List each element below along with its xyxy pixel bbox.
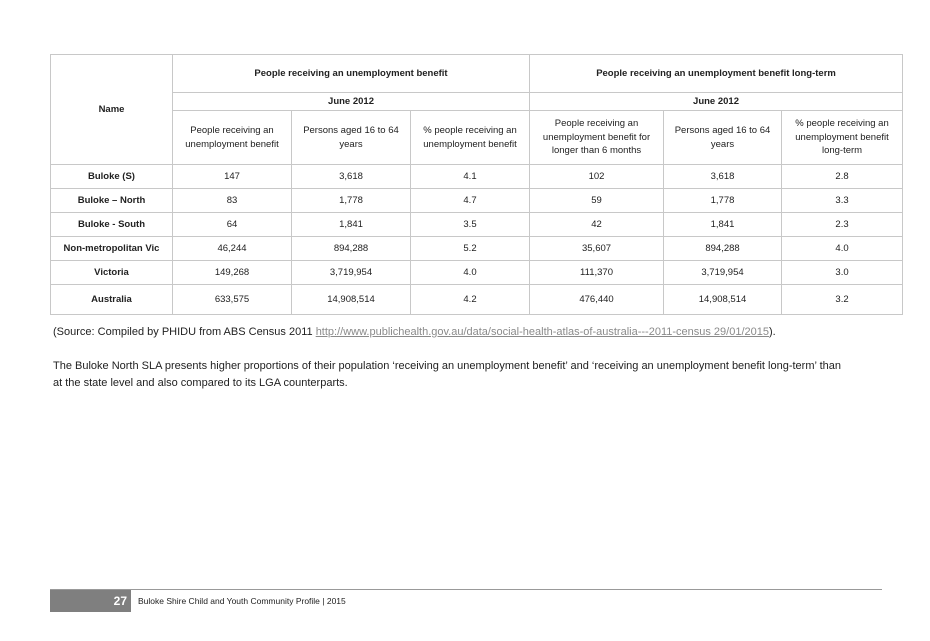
table-cell: 4.7 [411,189,530,213]
table-cell: 894,288 [292,237,411,261]
row-name: Buloke – North [51,189,173,213]
long-term-group-header: People receiving an unemployment benefit long-term [530,55,903,93]
body-paragraph: The Buloke North SLA presents higher proportions of their population ‘receiving an unemployment benefit’ and ‘receiving an unemployment benefit long-term’ than at the state level and also compared to its LGA counterparts. [53,360,841,390]
table-cell: 5.2 [411,237,530,261]
page-number: 27 [50,590,131,612]
table-cell: 4.2 [411,285,530,315]
table-cell: 3.5 [411,213,530,237]
benefit-group-header: People receiving an unemployment benefit [173,55,530,93]
table-cell: 2.3 [782,213,903,237]
table-cell: 3.3 [782,189,903,213]
table-cell: 3.2 [782,285,903,315]
table-cell: 14,908,514 [292,285,411,315]
column-header: People receiving an unemployment benefit [173,111,292,165]
column-header: People receiving an unemployment benefit for longer than 6 months [530,111,664,165]
row-name: Buloke - South [51,213,173,237]
table-cell: 476,440 [530,285,664,315]
table-cell: 59 [530,189,664,213]
source-note [53,326,776,338]
table-cell: 149,268 [173,261,292,285]
name-column-header: Name [51,55,173,165]
row-name: Victoria [51,261,173,285]
footer-divider [50,589,882,590]
table-cell: 83 [173,189,292,213]
source-suffix: ). [769,326,776,338]
table-cell: 147 [173,165,292,189]
row-name: Non-metropolitan Vic [51,237,173,261]
column-header: % people receiving an unemployment benefit long-term [782,111,903,165]
table-cell: 3,618 [292,165,411,189]
column-header: Persons aged 16 to 64 years [664,111,782,165]
long-term-period-header: June 2012 [530,93,903,111]
table-cell: 4.1 [411,165,530,189]
table-cell: 3,618 [664,165,782,189]
source-link[interactable]: http://www.publichealth.gov.au/data/social-health-atlas-of-australia---2011-census 29/01/2015 [315,326,769,338]
table-cell: 3,719,954 [292,261,411,285]
table-cell: 14,908,514 [664,285,782,315]
table-cell: 64 [173,213,292,237]
table-cell: 3,719,954 [664,261,782,285]
table-cell: 102 [530,165,664,189]
column-header: % people receiving an unemployment benefit [411,111,530,165]
table-row [51,237,903,261]
table-cell: 3.0 [782,261,903,285]
column-header: Persons aged 16 to 64 years [292,111,411,165]
table-cell: 894,288 [664,237,782,261]
unemployment-benefit-table [50,54,903,315]
table-row [51,165,903,189]
source-prefix: (Source: Compiled by PHIDU from ABS Census 2011 [53,326,316,338]
table-cell: 1,778 [664,189,782,213]
benefit-period-header: June 2012 [173,93,530,111]
row-name: Buloke (S) [51,165,173,189]
footer-title: Buloke Shire Child and Youth Community Profile | 2015 [138,596,346,606]
table-cell: 1,841 [292,213,411,237]
table-cell: 46,244 [173,237,292,261]
table-cell: 42 [530,213,664,237]
table-row [51,261,903,285]
table-cell: 1,778 [292,189,411,213]
table-cell: 111,370 [530,261,664,285]
table-cell: 633,575 [173,285,292,315]
table-cell: 4.0 [411,261,530,285]
table-cell: 2.8 [782,165,903,189]
table-cell: 1,841 [664,213,782,237]
table-row [51,285,903,315]
row-name: Australia [51,285,173,315]
table-cell: 35,607 [530,237,664,261]
table-row [51,213,903,237]
table-row [51,189,903,213]
table-cell: 4.0 [782,237,903,261]
